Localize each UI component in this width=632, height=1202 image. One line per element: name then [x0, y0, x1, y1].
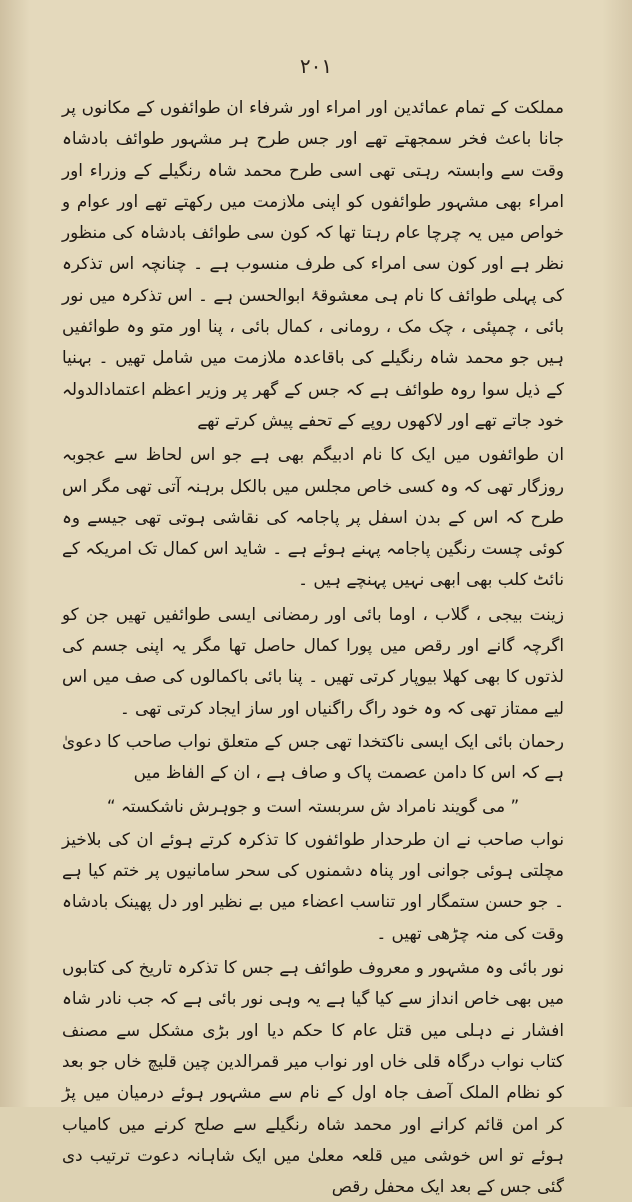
paragraph-6: نور بائی وہ مشہور و معروف طوائف ہے جس کا تذکرہ تاریخ کی کتابوں میں بھی خاص انداز سے کیا گیا ہے یہ وہی نور بائی ہے کہ جب نادر شاہ افشار نے دہلی میں قتل عام کا حکم دیا اور بڑی مشکل سے مصنف کتاب نواب درگاہ قلی خاں اور نواب میر قمرالدین چین قلیچ خاں جو بعد کو نظام الملک آصف جاہ اول کے نام سے مشہور ہوئے درمیان میں پڑ کر امن قائم کرانے اور محمد شاہ رنگیلے سے صلح کرنے میں کامیاب ہوئے تو اس خوشی میں قلعہ معلیٰ میں ایک شاہانہ دعوت ترتیب دی گئی جس کے بعد ایک محفل رقص — [62, 957, 564, 1197]
paragraph-2: ان طوائفوں میں ایک کا نام ادبیگم بھی ہے جو اس لحاظ سے عجوبہ روزگار تھی کہ وہ کسی خاص مجلس میں بالکل برہنہ آتی تھی مگر اس طرح کہ اس کے بدن اسفل پر پاجامہ کی نقاشی ہوتی تھی جیسے وہ کوئی چست رنگین پاجامہ پہنے ہوئے ہے ۔ شاید اس کمال تک امریکہ کے نائٹ کلب بھی ابھی نہیں پہنچے ہیں ۔ — [62, 444, 564, 590]
page-number: ۲۰۱ — [299, 54, 333, 78]
paragraph-3: زینت بیجی ، گلاب ، اوما بائی اور رمضانی ایسی طوائفیں تھیں جن کو اگرچہ گانے اور رقص میں پورا کمال حاصل تھا مگر یہ اپنی جسم کی لذتوں کا بھی کھلا بیوپار کرتی تھیں ۔ پنا بائی باکمالوں کی صف میں اس لیے ممتاز تھی کہ وہ خود راگ راگنیاں اور ساز ایجاد کرتی تھی ۔ — [62, 603, 564, 718]
persian-quote: ” می گویند نامراد ش سربستہ است و جوہرش ناشکستہ “ — [106, 795, 520, 816]
page-body-text — [62, 92, 564, 1202]
paragraph-1: مملکت کے تمام عمائدین اور امراء اور شرفاء ان طوائفوں کے مکانوں پر جانا باعث فخر سمجھتے تھے اور جس طرح ہر مشہور طوائف بادشاہ وقت سے وابستہ رہتی تھی اسی طرح محمد شاہ رنگیلے کے وزراء اور امراء بھی مشہور طوائفوں کو اپنی ملازمت میں رکھتے تھے اور عوام و خواص میں یہ چرچا عام رہتا تھا کہ کون سی طوائف بادشاہ کی منظور نظر ہے اور کون سی امراء کی طرف منسوب ہے ۔ چنانچہ اس تذکرہ کی پہلی طوائف کا نام ہی معشوقۂ ابوالحسن ہے ۔ اس تذکرہ میں نور بائی ، چمپئی ، چک مک ، رومانی ، کمال بائی ، پنا اور متو وہ طوائفیں ہیں جو محمد شاہ رنگیلے کی باقاعدہ ملازمت میں شامل تھیں ۔ بہنیا کے ذیل سوا روہ طوائف ہے کہ جس کے گھر پر وزیر اعظم اعتمادالدولہ خود جاتے تھے اور لاکھوں روپے کے تحفے پیش کرتے تھے — [62, 97, 564, 430]
paragraph-4: رحمان بائی ایک ایسی ناکتخدا تھی جس کے متعلق نواب صاحب کا دعویٰ ہے کہ اس کا دامن عصمت پاک و صاف ہے ، ان کے الفاظ میں — [62, 730, 564, 783]
paragraph-5: نواب صاحب نے ان طرحدار طوائفوں کا تذکرہ کرتے ہوئے ان کی بلاخیز مچلتی ہوئی جوانی اور پناہ دشمنوں کی سحر سامانیوں پر ختم کیا ہے ۔ جو حسن ستمگار اور تناسب اعضاء میں بے نظیر اور دل پھینک بادشاہ وقت کی منہ چڑھی تھیں ۔ — [62, 828, 564, 943]
